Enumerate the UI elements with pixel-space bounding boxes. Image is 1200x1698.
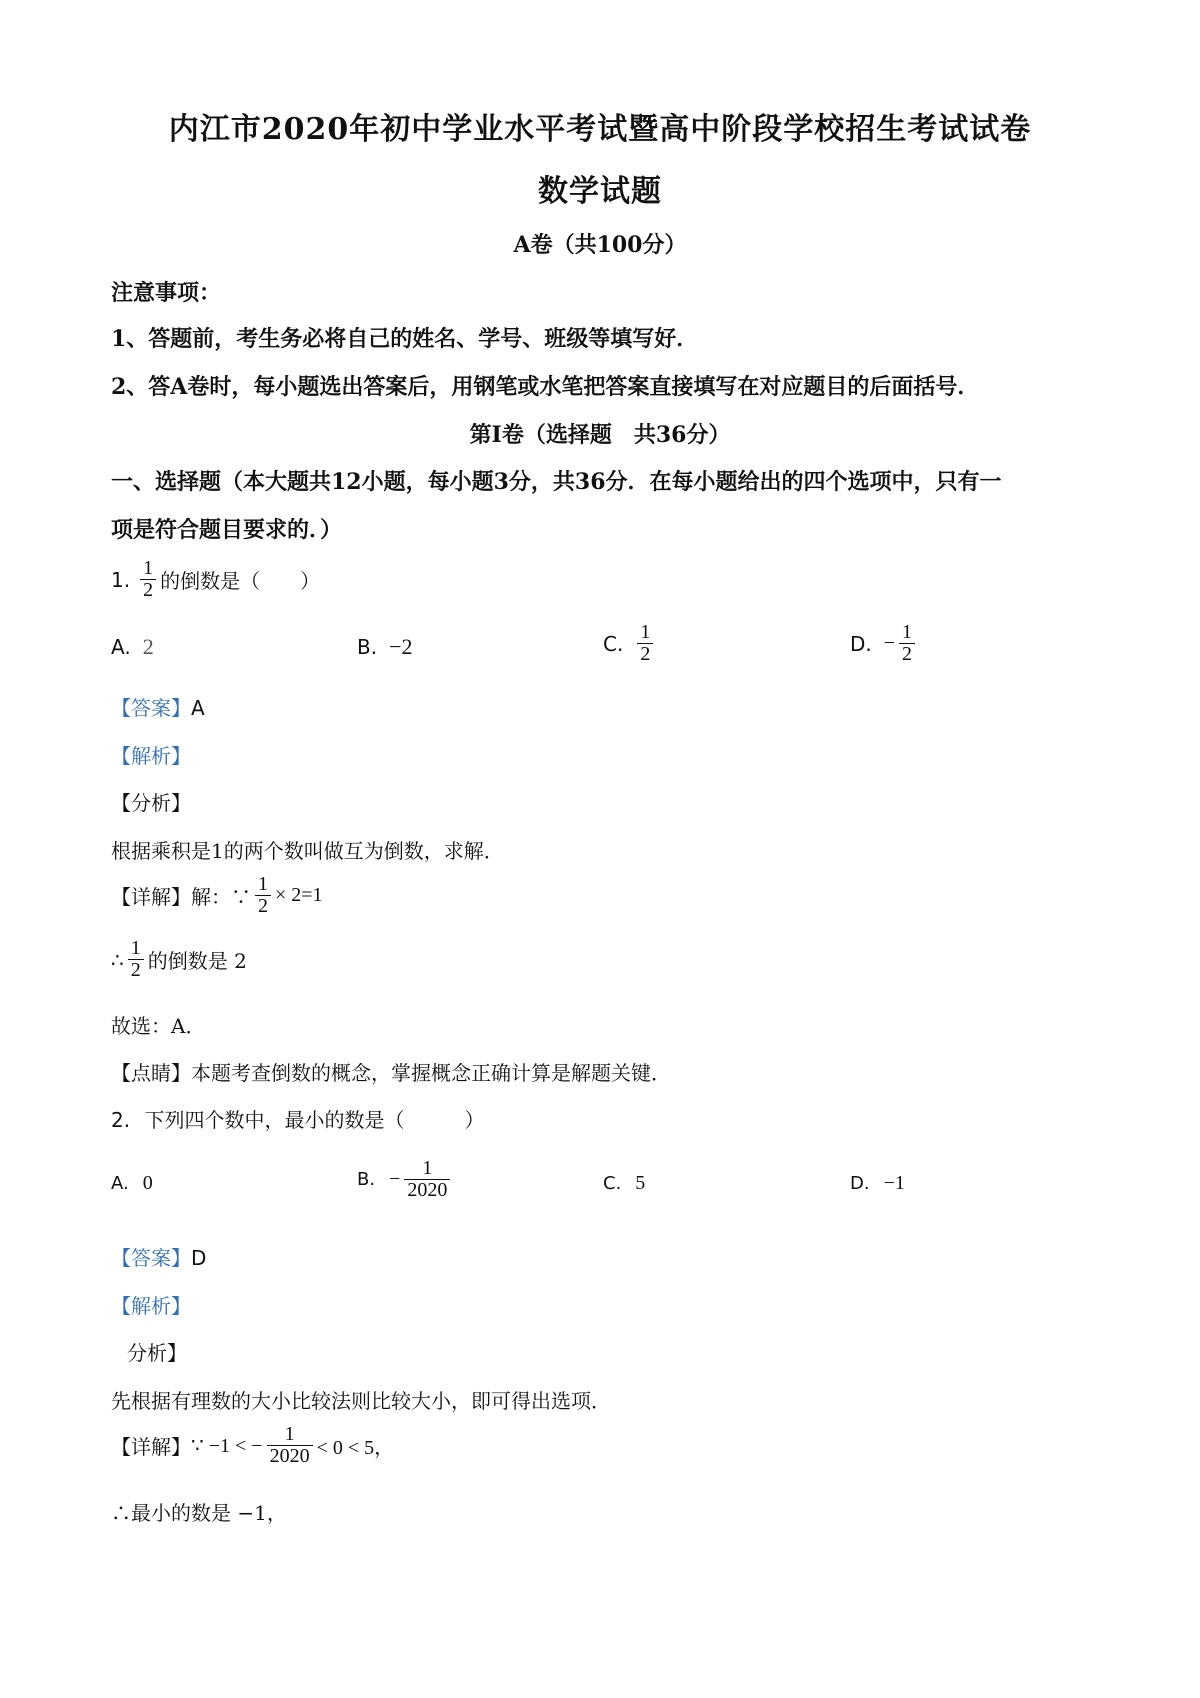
- q1-therefore: [111, 938, 247, 981]
- q1-option-d: [850, 622, 919, 665]
- q1-option-c-fraction: [637, 622, 653, 665]
- q2-answer: [111, 1242, 206, 1271]
- q1-choose: 故选：A．: [111, 1014, 206, 1038]
- q2-fenxi-label: 分析】: [127, 1341, 187, 1365]
- q2-option-b: [357, 1158, 454, 1201]
- q1-point-text: 本题考查倒数的概念，掌握概念正确计算是解题关键．: [191, 1061, 671, 1085]
- q2-option-b-den: 2020: [407, 1179, 448, 1201]
- q1-fenxi-text: 根据乘积是1的两个数叫做互为倒数，求解．: [111, 839, 504, 863]
- q2-analysis-label: 【解析】: [111, 1294, 191, 1318]
- notes-heading: 注意事项：: [111, 280, 222, 306]
- q1-option-d-sign: −: [883, 632, 896, 654]
- q1-detail-den: 2: [258, 895, 268, 917]
- q1-option-d-label: D.: [850, 631, 872, 656]
- q2-detail-suffix: < 0 < 5，: [316, 1437, 395, 1459]
- part1-instruction-line1: 一、选择题（本大题共12小题，每小题3分，共36分．在每小题给出的四个选项中，只有一: [111, 469, 1002, 495]
- q2-option-b-num: 1: [422, 1157, 433, 1179]
- q2-detail-label: 【详解】: [111, 1435, 191, 1459]
- q1-frac-den: 2: [143, 579, 154, 601]
- q1-therefore-den: 2: [130, 959, 141, 981]
- q2-option-d-label: D.: [850, 1173, 870, 1194]
- q1-frac-num: 1: [143, 557, 154, 579]
- q2-option-d: [850, 1172, 905, 1195]
- q1-option-d-num: 1: [902, 621, 913, 643]
- q1-therefore-text: 的倒数是 2: [147, 949, 247, 973]
- q1-stem-text: 的倒数是（ ）: [160, 569, 321, 593]
- q1-detail-label: 【详解】: [111, 885, 191, 909]
- q1-detail-num: 1: [258, 873, 268, 895]
- q2-option-b-label: B.: [357, 1169, 376, 1190]
- q1-answer-label: 【答案】: [111, 696, 191, 720]
- q2-detail-num: 1: [284, 1423, 295, 1445]
- q1-analysis-label: 【解析】: [111, 744, 191, 768]
- q1-option-c-label: C.: [603, 631, 624, 656]
- q2-option-a-label: A.: [111, 1173, 129, 1194]
- q1-option-b-value: −2: [389, 634, 413, 659]
- q1-option-b-label: B.: [357, 635, 378, 659]
- q2-detail: [111, 1424, 394, 1467]
- q2-option-c-label: C.: [603, 1173, 622, 1194]
- q2-fenxi-text: 先根据有理数的大小比较法则比较大小，即可得出选项．: [111, 1389, 611, 1413]
- q2-option-d-value: −1: [883, 1172, 905, 1194]
- q1-option-c: [603, 622, 657, 665]
- q1-therefore-num: 1: [130, 937, 141, 959]
- q1-therefore-symbol: ∴: [111, 947, 124, 972]
- q1-detail-suffix: × 2=1: [275, 884, 323, 906]
- page-title: 内江市2020年初中学业水平考试暨高中阶段学校招生考试试卷: [168, 112, 1032, 147]
- q2-option-b-sign: −: [389, 1168, 401, 1190]
- q1-option-a-value: 2: [142, 634, 154, 659]
- q1-fenxi-label: 【分析】: [111, 791, 191, 815]
- q1-therefore-fraction: [128, 938, 144, 981]
- q2-option-a: [111, 1172, 153, 1195]
- q2-option-c: [603, 1172, 645, 1195]
- q1-option-d-fraction: [899, 622, 915, 665]
- q2-option-c-value: 5: [635, 1172, 646, 1194]
- q1-option-d-den: 2: [902, 643, 913, 665]
- q2-option-a-value: 0: [142, 1172, 153, 1194]
- q1-point-label: 【点睛】: [111, 1061, 191, 1085]
- q2-detail-fraction: [267, 1424, 313, 1467]
- note-item-1: 1、答题前，考生务必将自己的姓名、学号、班级等填写好．: [111, 326, 699, 352]
- q1-stem: [111, 558, 320, 601]
- q1-detail-prefix: 解：∵: [191, 885, 251, 909]
- q1-detail: [111, 874, 323, 917]
- part1-title: 第Ⅰ卷（选择题 共36分）: [469, 422, 731, 448]
- part1-instruction-line2: 项是符合题目要求的．）: [111, 517, 343, 543]
- q1-point: [111, 1057, 671, 1086]
- q1-number: 1.: [111, 567, 131, 592]
- note-item-2: 2、答A卷时，每小题选出答案后，用钢笔或水笔把答案直接填写在对应题目的后面括号．: [111, 374, 980, 400]
- q1-option-b: [357, 634, 413, 660]
- q1-option-a-label: A.: [111, 635, 131, 659]
- q2-detail-den: 2020: [269, 1445, 310, 1467]
- q1-option-c-num: 1: [640, 621, 651, 643]
- q2-number: 2.: [111, 1108, 131, 1132]
- q2-conclusion: ∴最小的数是 −1，: [111, 1501, 287, 1525]
- q1-answer: [111, 692, 205, 721]
- q2-detail-prefix: ∵ −1 < −: [191, 1435, 263, 1457]
- page-subtitle: 数学试题: [538, 174, 662, 209]
- q2-answer-value: D: [191, 1246, 207, 1270]
- q2-answer-label: 【答案】: [111, 1246, 191, 1270]
- q1-answer-value: A: [191, 696, 205, 720]
- q1-detail-fraction: [255, 874, 271, 917]
- q2-option-b-fraction: [404, 1158, 450, 1201]
- q2-stem: [111, 1104, 484, 1133]
- q2-stem-text: 下列四个数中，最小的数是（ ）: [144, 1108, 485, 1132]
- q1-option-c-den: 2: [640, 643, 651, 665]
- q1-fraction: [140, 558, 156, 601]
- section-a-title: A卷（共100分）: [513, 232, 687, 258]
- q1-option-a: [111, 634, 154, 660]
